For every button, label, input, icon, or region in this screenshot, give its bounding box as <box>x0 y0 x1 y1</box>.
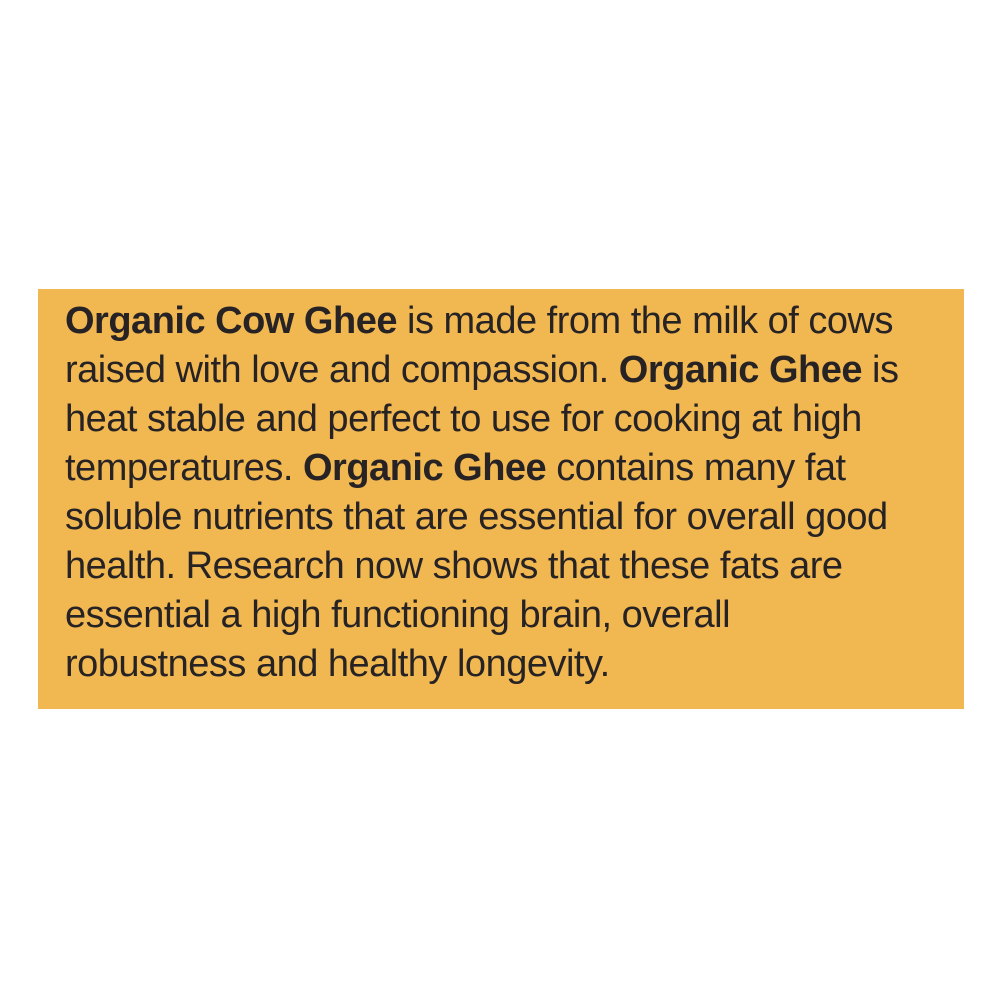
text-line <box>65 542 944 591</box>
text-segment: robustness and healthy longevity. <box>65 643 610 685</box>
text-line <box>65 444 944 493</box>
text-segment: is <box>862 349 899 391</box>
text-segment: raised with love and compassion. <box>65 349 619 391</box>
text-segment: health. Research now shows that these fats are <box>65 545 843 587</box>
text-segment: essential a high functioning brain, overall <box>65 594 731 636</box>
bold-text-segment: Organic Ghee <box>618 349 862 391</box>
bold-text-segment: Organic Cow Ghee <box>65 300 397 342</box>
text-line <box>65 591 944 640</box>
text-line <box>65 346 944 395</box>
text-line <box>65 493 944 542</box>
ghee-description-panel <box>38 289 964 709</box>
text-segment: heat stable and perfect to use for cooking at high <box>65 398 862 440</box>
text-segment: temperatures. <box>65 447 303 489</box>
text-segment: is made from the milk of cows <box>396 300 894 342</box>
text-line <box>65 297 944 346</box>
text-segment: contains many fat <box>546 447 846 489</box>
bold-text-segment: Organic Ghee <box>303 447 547 489</box>
text-segment: soluble nutrients that are essential for overall good <box>65 496 888 538</box>
text-line <box>65 395 944 444</box>
text-line <box>65 640 944 689</box>
